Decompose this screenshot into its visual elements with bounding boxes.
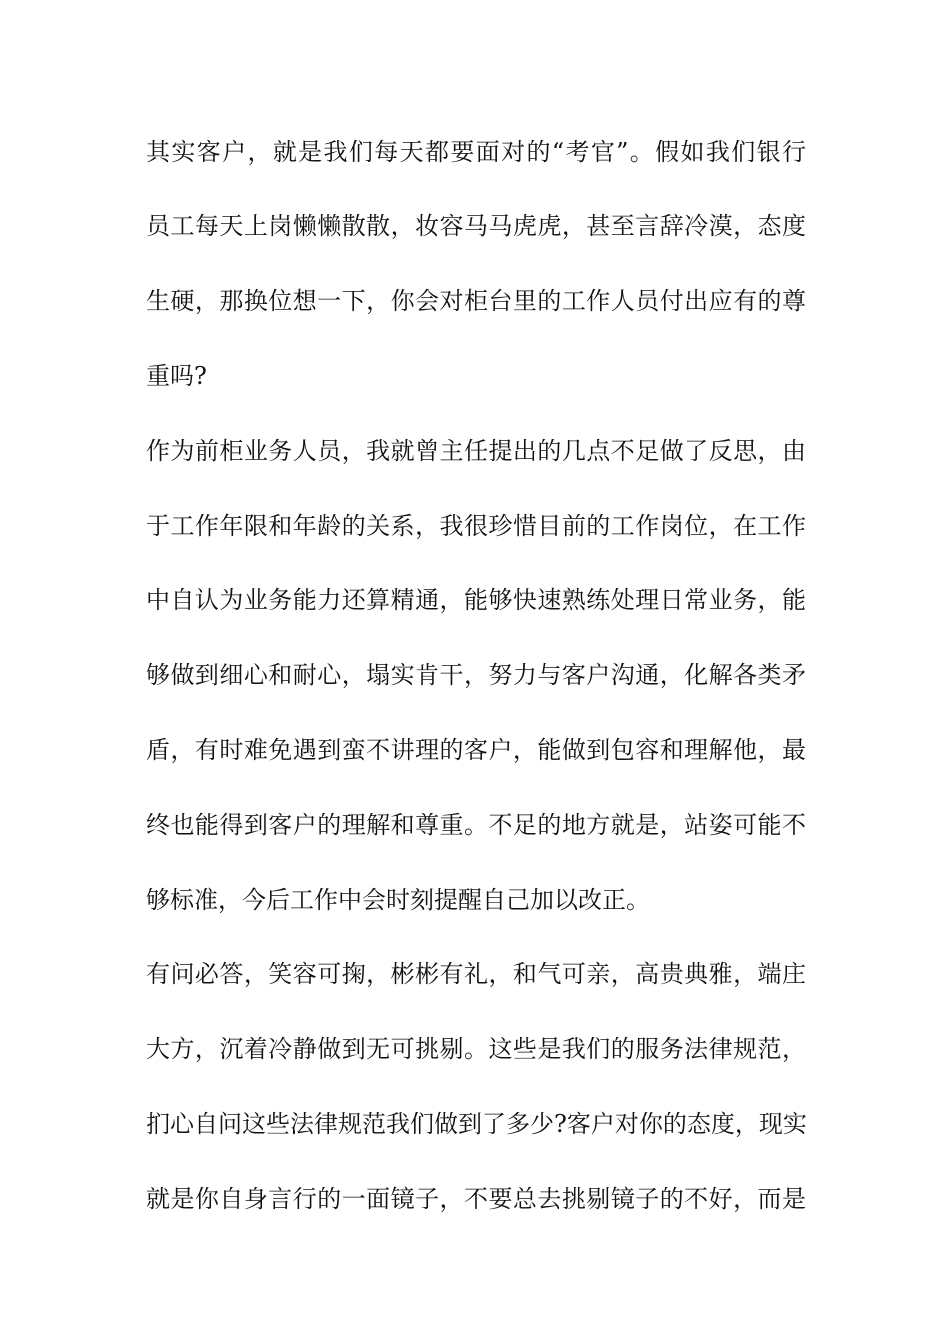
paragraph-2-line-1: 作为前柜业务人员，我就曾主任提出的几点不足做了反思，由 <box>146 437 806 465</box>
paragraph-3-line-3: 扪心自问这些法律规范我们做到了多少?客户对你的态度，现实 <box>146 1110 807 1138</box>
paragraph-1-line-1: 其实客户，就是我们每天都要面对的“考官”。假如我们银行 <box>146 138 806 166</box>
paragraph-3-line-4: 就是你自身言行的一面镜子，不要总去挑剔镜子的不好，而是 <box>146 1185 806 1213</box>
paragraph-2-line-3: 中自认为业务能力还算精通，能够快速熟练处理日常业务，能 <box>146 586 806 614</box>
paragraph-1-line-2: 员工每天上岗懒懒散散，妆容马马虎虎，甚至言辞冷漠，态度 <box>146 212 806 240</box>
paragraph-2-line-5: 盾，有时难免遇到蛮不讲理的客户，能做到包容和理解他，最 <box>146 736 806 764</box>
paragraph-1-line-3: 生硬，那换位想一下，你会对柜台里的工作人员付出应有的尊 <box>146 287 806 315</box>
paragraph-2-line-2: 于工作年限和年龄的关系，我很珍惜目前的工作岗位，在工作 <box>146 512 806 540</box>
paragraph-2-line-4: 够做到细心和耐心，塌实肯干，努力与客户沟通，化解各类矛 <box>146 661 806 689</box>
paragraph-1-line-4: 重吗? <box>146 362 207 390</box>
paragraph-3-line-1: 有问必答，笑容可掬，彬彬有礼，和气可亲，高贵典雅，端庄 <box>146 960 806 988</box>
paragraph-3-line-2: 大方，沉着冷静做到无可挑剔。这些是我们的服务法律规范， <box>146 1035 806 1063</box>
paragraph-2-line-7: 够标准，今后工作中会时刻提醒自己加以改正。 <box>146 886 650 914</box>
paragraph-2-line-6: 终也能得到客户的理解和尊重。不足的地方就是，站姿可能不 <box>146 811 806 839</box>
